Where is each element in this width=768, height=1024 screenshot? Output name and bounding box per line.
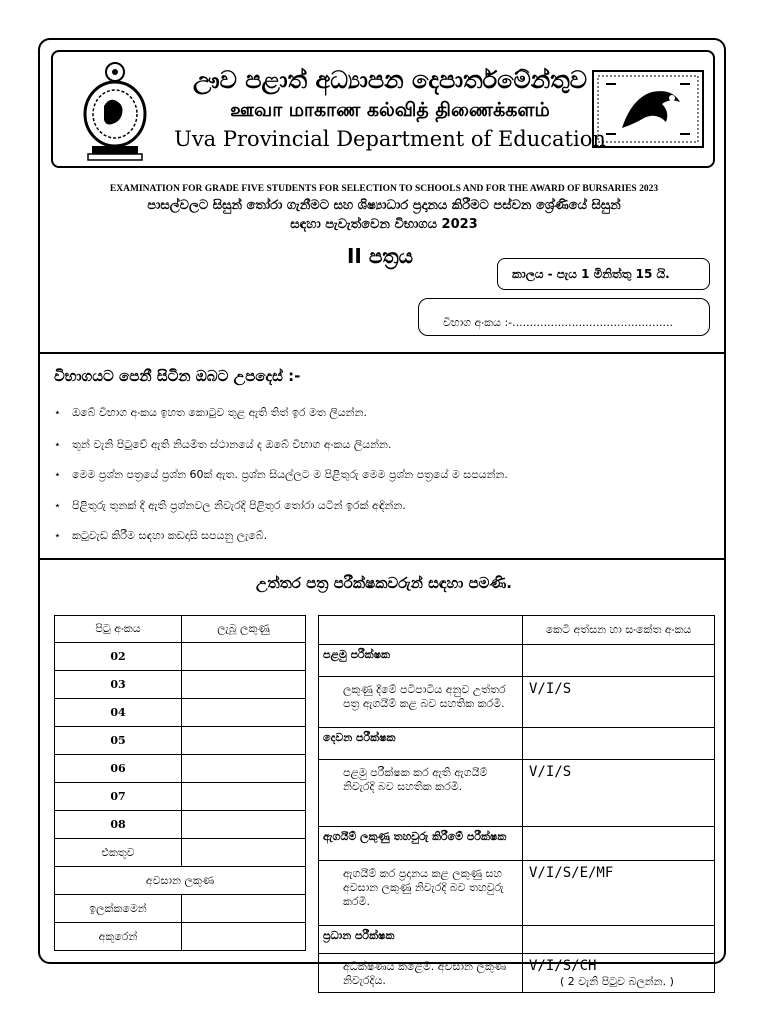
instruction-item: ⋆ ඔබේ විභාග අංකය ඉහත කොටුව තුළ ඇති තිත් ඉර මත ලියන්න. — [54, 406, 367, 419]
time-box: කාලය ‑ පැය 1 මිනිත්තු 15 යි. — [497, 258, 710, 290]
marks-cell[interactable] — [182, 811, 306, 839]
instruction-item: ⋆ කටුවැඩ කිරීම සඳහා කඩදාසි සපයනු ලැබේ. — [54, 529, 268, 542]
table-row: අධීක්ෂණය කළෙමි. අවසාන ලකුණ නිවැරදිය. V/I/S/CH — [319, 954, 715, 993]
table-row: ලකුණු දීමේ පටිපාටිය අනුව උත්තර පත්‍ර ඇගයීම් කළ බව සහතික කරමි. V/I/S — [319, 677, 715, 728]
figures-cell[interactable] — [182, 895, 306, 923]
instruction-item: ⋆ තුන් වැනි පිටුවේ ඇති නියමිත ස්ථානයේ ද ඔබේ විභාග අංකය ලියන්න. — [54, 438, 392, 451]
col-header-marks: ලැබූ ලකුණු — [182, 616, 306, 643]
paper-number: II පත්‍රය — [346, 244, 413, 268]
exam-title-sinhala-line2: සඳහා පැවැත්වෙන විභාගය 2023 — [290, 217, 478, 232]
table-row: 05 — [55, 727, 306, 755]
star-icon: ⋆ — [54, 468, 61, 481]
department-name-sinhala: ඌව පළාත් අධ්‍යාපන දෙපාර්තමේන්තුව — [193, 66, 587, 94]
index-number-field[interactable]: විභාග අංකය :-.............................................. — [418, 298, 710, 336]
examiners-heading: උත්තර පත්‍ර පරීක්ෂකවරුන් සඳහා පමණි. — [256, 574, 512, 592]
exam-title-sinhala-line1: පාසල්වලට සිසුන් තෝරා ගැනීමට සහ ශිෂ්‍යාධාර ප්‍රදානය කිරීමට පස්වන ශ්‍රේණියේ සිසුන් — [147, 198, 621, 213]
table-row: 08 — [55, 811, 306, 839]
code-cell[interactable]: V/I/S/CH — [523, 954, 715, 993]
uva-province-flag-icon — [592, 70, 704, 148]
sri-lanka-emblem-icon — [76, 58, 154, 162]
instructions-heading: විභාගයට පෙනී සිටින ඔබට උපදෙස් :- — [54, 367, 301, 385]
table-row: පළමු පරීක්ෂක කර ඇති ඇගයීම් නිවැරදි බව සහතික කරමි. V/I/S — [319, 760, 715, 827]
marks-cell[interactable] — [182, 783, 306, 811]
divider — [39, 558, 725, 560]
department-name-english: Uva Provincial Department of Education — [174, 127, 606, 151]
star-icon: ⋆ — [54, 438, 61, 451]
star-icon: ⋆ — [54, 529, 61, 542]
divider — [39, 352, 725, 354]
marks-cell[interactable] — [182, 699, 306, 727]
table-row: පළමු පරීක්ෂක — [319, 645, 715, 677]
marks-cell[interactable] — [182, 755, 306, 783]
total-row: එකතුව — [55, 839, 306, 867]
final-row: අවසාන ලකුණ — [55, 867, 306, 895]
marks-cell[interactable] — [182, 727, 306, 755]
marks-cell[interactable] — [182, 643, 306, 671]
table-row: ඇගයීම් ලකුණු තහවුරු කිරීමේ පරීක්ෂක — [319, 827, 715, 861]
star-icon: ⋆ — [54, 499, 61, 512]
table-row: 03 — [55, 671, 306, 699]
signature-cell[interactable] — [523, 827, 715, 861]
exam-title-english: EXAMINATION FOR GRADE FIVE STUDENTS FOR SELECTION TO SCHOOLS AND FOR THE AWARD OF BURSARIES 2023 — [109, 184, 659, 194]
table-row: 07 — [55, 783, 306, 811]
figures-row: ඉලක්කමෙන් — [55, 895, 306, 923]
signature-cell[interactable] — [523, 728, 715, 760]
marks-cell[interactable] — [182, 671, 306, 699]
star-icon: ⋆ — [54, 406, 61, 419]
table-row: ප්‍රධාන පරීක්ෂක — [319, 926, 715, 954]
signature-cell[interactable] — [523, 926, 715, 954]
page-turn-note: ( 2 වැනි පිටුව බලන්න. ) — [560, 975, 674, 988]
department-name-tamil: ஊவா மாகாண கல்வித் திணைக்களம் — [230, 99, 550, 121]
table-row: ඇගයීම් කර ප්‍රදානය කළ ලකුණු සහ අවසාන ලකුණු නිවැරදි බව තහවුරු කරමි. V/I/S/E/MF — [319, 861, 715, 926]
instruction-item: ⋆ මෙම ප්‍රශ්න පත්‍රයේ ප්‍රශ්න 60ක් ඇත. ප්‍රශ්න සියල්ලට ම පිළිතුරු මෙම ප්‍රශ්න පත්‍රයේ ම සපයන්න. — [54, 468, 508, 481]
table-row: දෙවන පරීක්ෂක — [319, 728, 715, 760]
examiner-signature-table — [318, 615, 715, 993]
table-row: 02 — [55, 643, 306, 671]
marks-table — [54, 615, 306, 951]
total-cell[interactable] — [182, 839, 306, 867]
col-header-page: පිටු අංකය — [55, 616, 182, 643]
instruction-item: ⋆ පිළිතුරු තුනක් දී ඇති ප්‍රශ්නවල නිවැරදි පිළිතුර තෝරා යටින් ඉරක් අඳින්න. — [54, 499, 406, 512]
words-cell[interactable] — [182, 923, 306, 951]
code-cell[interactable]: V/I/S/E/MF — [523, 861, 715, 926]
words-row: අකුරෙන් — [55, 923, 306, 951]
col-header-signature: කෙටි අත්සන හා සංකේත අංකය — [523, 616, 715, 645]
table-row: 06 — [55, 755, 306, 783]
table-row: 04 — [55, 699, 306, 727]
signature-cell[interactable] — [523, 645, 715, 677]
code-cell[interactable]: V/I/S — [523, 677, 715, 728]
code-cell[interactable]: V/I/S — [523, 760, 715, 827]
